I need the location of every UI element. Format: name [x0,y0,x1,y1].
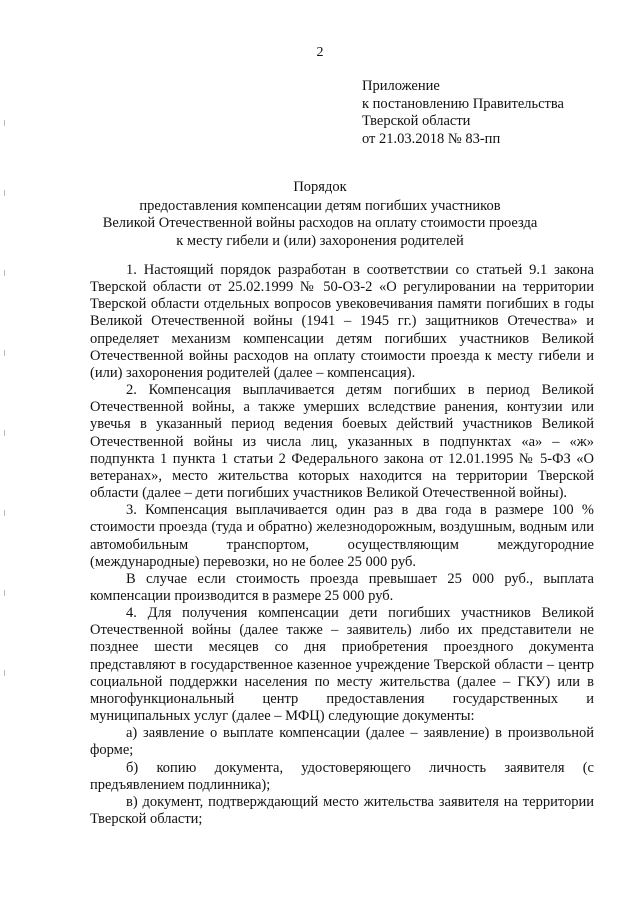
paragraph-3-note: В случае если стоимость проезда превышает 25 000 руб., выплата компенсации производится в размере 25 000 руб. [90,570,594,604]
paragraph-4: 4. Для получения компенсации дети погибших участников Великой Отечественной войны (далее также – заявитель) либо их представители не позднее шести месяцев со дня приобретения проездного документа представляют в государственное казенное учреждение Тверской области – центр социальной поддержки населения по месту жительства (далее – ГКУ) или в многофункциональный центр предоставления государственных и муниципальных услуг (далее – МФЦ) следующие документы: [90,605,594,725]
appendix-line-4: от 21.03.2018 № 83-пп [362,130,501,147]
document-title [0,179,640,250]
appendix-line-3: Тверской области [362,113,471,130]
document-body [90,262,594,828]
appendix-block [362,78,564,148]
title-line-1: предоставления компенсации детям погибших участников [139,197,501,214]
list-item-b: б) копию документа, удостоверяющего личность заявителя (с предъявлением подлинника); [90,759,594,793]
title-main: Порядок [293,179,347,195]
title-line-3: к месту гибели и (или) захоронения родителей [176,232,464,249]
paragraph-1: 1. Настоящий порядок разработан в соответствии со статьей 9.1 закона Тверской области от 25.02.1999 № 50-ОЗ-2 «О регулировании на территории Тверской области отдельных вопросов увековечивания памяти погибших в годы Великой Отечественной войны (1941 – 1945 гг.) защитников Отечества» и определяет механизм компенсации детям погибших участников Великой Отечественной войны расходов на оплату стоимости проезда к месту гибели и (или) захоронения родителей (далее – компенсация). [90,262,594,381]
title-line-2: Великой Отечественной войны расходов на оплату стоимости проезда [102,215,538,232]
list-item-a: а) заявление о выплате компенсации (далее – заявление) в произвольной форме; [90,725,594,759]
paragraph-3: 3. Компенсация выплачивается один раз в два года в размере 100 % стоимости проезда (туда и обратно) железнодорожным, воздушным, водным или автомобильным транспортом, осуществляющим междугородние (международные) перевозки, но не более 25 000 руб. [90,502,594,570]
appendix-line-1: Приложение [362,78,440,94]
page-number: 2 [316,45,324,60]
paragraph-2: 2. Компенсация выплачивается детям погибших в период Великой Отечественной войны, а также умерших вследствие ранения, контузии или увечья в указанный период ведения боевых действий участников Великой Отечественной войны из числа лиц, указанных в подпунктах «а» – «ж» подпункта 1 пункта 1 статьи 2 Федерального закона от 12.01.1995 № 5-ФЗ «О ветеранах», место жительства которых находится на территории Тверской области (далее – дети погибших участников Великой Отечественной войны). [90,382,594,502]
list-item-v: в) документ, подтверждающий место жительства заявителя на территории Тверской области; [90,793,594,827]
appendix-line-2: к постановлению Правительства [362,95,564,112]
